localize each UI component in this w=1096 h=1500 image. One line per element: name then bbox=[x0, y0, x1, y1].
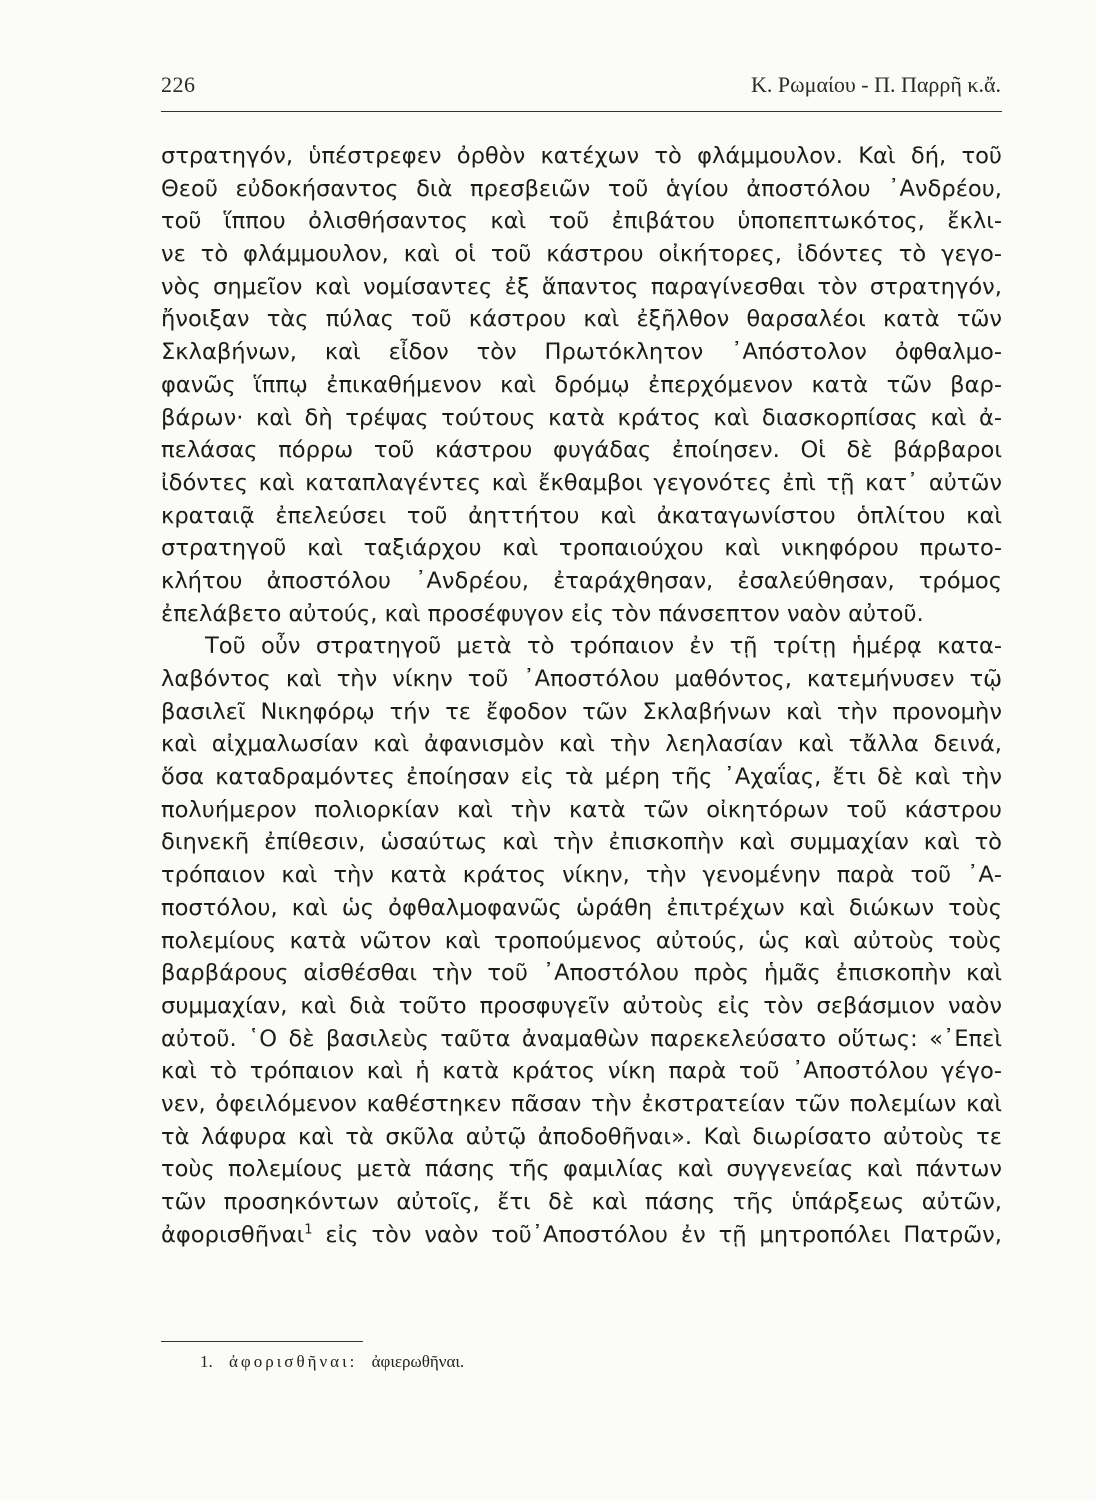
text-line: πελάσας πόρρω τοῦ κάστρου φυγάδας ἐποίησεν. Οἱ δὲ βάρβαροι bbox=[161, 437, 1002, 464]
text-line: ποστόλου, καὶ ὡς ὀφθαλμοφανῶς ὡράθη ἐπιτρέχων καὶ διώκων τοὺς bbox=[161, 894, 1002, 921]
text-line: τῶν προσηκόντων αὐτοῖς, ἔτι δὲ καὶ πάσης τῆς ὑπάρξεως αὐτῶν, bbox=[161, 1189, 1002, 1215]
text-line: στρατηγόν, ὑπέστρεφεν ὀρθὸν κατέχων τὸ φλάμμουλον. Καὶ δή, τοῦ bbox=[161, 143, 1002, 169]
text-line-with-note bbox=[161, 1219, 1002, 1252]
text-line: ἤνοιξαν τὰς πύλας τοῦ κάστρου καὶ ἐξῆλθον θαρσαλέοι κατὰ τῶν bbox=[161, 306, 1002, 333]
line-continuation: εἰς τὸν ναὸν τοῦ᾿Αποστόλου ἐν τῇ μητροπόλει Πατρῶν, bbox=[312, 1221, 1002, 1248]
footnote-number: 1. bbox=[200, 1352, 213, 1371]
text-line: φανῶς ἵππῳ ἐπικαθήμενον καὶ δρόμῳ ἐπερχόμενον κατὰ τῶν βαρ- bbox=[161, 371, 1002, 398]
text-line: λαβόντος καὶ τὴν νίκην τοῦ ᾿Αποστόλου μαθόντος, κατεμήνυσεν τῷ bbox=[161, 666, 1002, 692]
text-line: Σκλαβήνων, καὶ εἶδον τὸν Πρωτόκλητον ᾿Απόστολον ὀφθαλμο- bbox=[161, 339, 1002, 366]
text-line: πολυήμερον πολιορκίαν καὶ τὴν κατὰ τῶν οἰκητόρων τοῦ κάστρου bbox=[161, 796, 1002, 823]
paragraph-start-line: Τοῦ οὖν στρατηγοῦ μετὰ τὸ τρόπαιον ἐν τῇ τρίτῃ ἡμέρᾳ κατα- bbox=[205, 633, 1002, 660]
footnote bbox=[200, 1352, 464, 1372]
text-line: νὸς σημεῖον καὶ νομίσαντες ἐξ ἅπαντος παραγίνεσθαι τὸν στρατηγόν, bbox=[161, 273, 1002, 300]
text-line: συμμαχίαν, καὶ διὰ τοῦτο προσφυγεῖν αὐτοὺς εἰς τὸν σεβάσμιον ναὸν bbox=[161, 992, 1002, 1019]
running-title: Κ. Ρωμαίου - Π. Παρρῆ κ.ἄ. bbox=[751, 72, 1001, 97]
text-line: ἰδόντες καὶ καταπλαγέντες καὶ ἔκθαμβοι γεγονότες ἐπὶ τῇ κατ᾿ αὐτῶν bbox=[161, 469, 1002, 496]
footnote-rule bbox=[161, 1341, 363, 1342]
text-line: αὐτοῦ. ῾Ο δὲ βασιλεὺς ταῦτα ἀναμαθὼν παρεκελεύσατο οὕτως: «᾿Επεὶ bbox=[161, 1025, 1002, 1052]
header-rule bbox=[161, 111, 1002, 112]
text-line: τρόπαιον καὶ τὴν κατὰ κράτος νίκην, τὴν γενομένην παρὰ τοῦ ᾿Α- bbox=[161, 862, 1002, 889]
note-anchor-word: ἀφορισθῆναι bbox=[161, 1221, 305, 1248]
text-line: Θεοῦ εὐδοκήσαντος διὰ πρεσβειῶν τοῦ ἁγίου ἀποστόλου ᾿Ανδρέου, bbox=[161, 175, 1002, 202]
running-head bbox=[161, 72, 1001, 108]
text-line: διηνεκῆ ἐπίθεσιν, ὡσαύτως καὶ τὴν ἐπισκοπὴν καὶ συμμαχίαν καὶ τὸ bbox=[161, 829, 1002, 856]
text-line: νεν, ὀφειλόμενον καθέστηκεν πᾶσαν τὴν ἐκστρατείαν τῶν πολεμίων καὶ bbox=[161, 1090, 1002, 1117]
text-line: βασιλεῖ Νικηφόρῳ τήν τε ἔφοδον τῶν Σκλαβήνων καὶ τὴν προνομὴν bbox=[161, 698, 1002, 725]
paragraph-end-line: ἐπελάβετο αὐτούς, καὶ προσέφυγον εἰς τὸν πάνσεπτον ναὸν αὐτοῦ. bbox=[161, 600, 924, 627]
text-line: πολεμίους κατὰ νῶτον καὶ τροπούμενος αὐτούς, ὡς καὶ αὐτοὺς τοὺς bbox=[161, 927, 1002, 954]
text-line: βάρων· καὶ δὴ τρέψας τούτους κατὰ κράτος καὶ διασκορπίσας καὶ ἀ- bbox=[161, 404, 1002, 431]
text-line: κραταιᾷ ἐπελεύσει τοῦ ἀηττήτου καὶ ἀκαταγωνίστου ὁπλίτου καὶ bbox=[161, 502, 1002, 529]
text-line: βαρβάρους αἰσθέσθαι τὴν τοῦ ᾿Αποστόλου πρὸς ἡμᾶς ἐπισκοπὴν καὶ bbox=[161, 960, 1002, 987]
footnote-text: ἀφιερωθῆναι. bbox=[371, 1352, 465, 1371]
text-line: τὰ λάφυρα καὶ τὰ σκῦλα αὐτῷ ἀποδοθῆναι». Καὶ διωρίσατο αὐτοὺς τε bbox=[161, 1123, 1002, 1150]
text-line: τοῦ ἵππου ὀλισθήσαντος καὶ τοῦ ἐπιβάτου ὑποπεπτωκότος, ἔκλι- bbox=[161, 208, 1002, 235]
footnote-lemma: ἀφορισθῆναι: bbox=[229, 1352, 358, 1371]
text-line: στρατηγοῦ καὶ ταξιάρχου καὶ τροπαιούχου καὶ νικηφόρου πρωτο- bbox=[161, 535, 1002, 562]
text-line: τοὺς πολεμίους μετὰ πάσης τῆς φαμιλίας καὶ συγγενείας καὶ πάντων bbox=[161, 1156, 1002, 1183]
page-number: 226 bbox=[161, 72, 196, 97]
text-line: ὅσα καταδραμόντες ἐποίησαν εἰς τὰ μέρη τῆς ᾿Αχαΐας, ἔτι δὲ καὶ τὴν bbox=[161, 764, 1002, 791]
text-line: κλήτου ἀποστόλου ᾿Ανδρέου, ἐταράχθησαν, ἐσαλεύθησαν, τρόμος bbox=[161, 567, 1002, 594]
body-text bbox=[161, 140, 1002, 1251]
text-line: καὶ τὸ τρόπαιον καὶ ἡ κατὰ κράτος νίκη παρὰ τοῦ ᾿Αποστόλου γέγο- bbox=[161, 1058, 1002, 1085]
text-line: νε τὸ φλάμμουλον, καὶ οἱ τοῦ κάστρου οἰκήτορες, ἰδόντες τὸ γεγο- bbox=[161, 241, 1002, 268]
footnote-reference[interactable]: 1 bbox=[304, 1222, 313, 1238]
text-line: καὶ αἰχμαλωσίαν καὶ ἀφανισμὸν καὶ τὴν λεηλασίαν καὶ τἄλλα δεινά, bbox=[161, 731, 1002, 758]
